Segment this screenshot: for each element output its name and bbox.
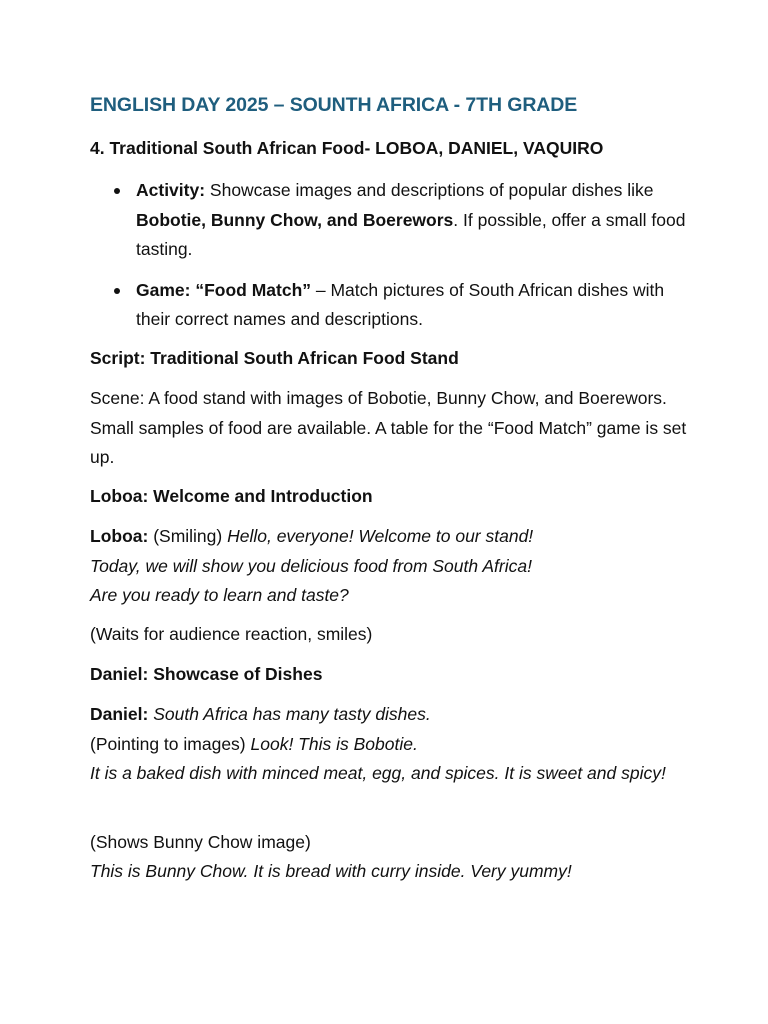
document-title: ENGLISH DAY 2025 – SOUNTH AFRICA - 7TH GRADE: [90, 94, 578, 116]
dialogue-line: Today, we will show you delicious food from South Africa!: [90, 555, 532, 576]
loboa-dialogue: [90, 522, 690, 611]
dialogue-line: Are you ready to learn and taste?: [90, 585, 349, 605]
loboa-stage-direction: (Waits for audience reaction, smiles): [90, 624, 373, 644]
list-item-game: [90, 276, 690, 335]
speaker-name: Daniel:: [90, 704, 149, 724]
dialogue-line: It is a baked dish with minced meat, egg, and spices. It is sweet and spicy!: [90, 763, 666, 783]
dialogue-line: This is Bunny Chow. It is bread with curry inside. Very yummy!: [90, 861, 572, 881]
activity-label: Activity:: [136, 180, 206, 200]
activity-text-end: . If possible, offer a small food tasting.: [136, 209, 686, 259]
dialogue-line: Look! This is Bobotie.: [250, 733, 418, 754]
loboa-heading: Loboa: Welcome and Introduction: [90, 486, 373, 506]
daniel-dialogue: [90, 700, 690, 789]
stage-direction: (Smiling): [148, 526, 228, 546]
bullet-icon: [114, 188, 120, 194]
daniel-heading: Daniel: Showcase of Dishes: [90, 664, 323, 684]
speaker-name: Loboa:: [90, 526, 149, 546]
bullet-icon: [114, 288, 120, 294]
game-label: Game: “Food Match”: [136, 279, 312, 300]
activity-dishes: Bobotie, Bunny Chow, and Boerewors: [136, 209, 454, 230]
section-heading: 4. Traditional South African Food- LOBOA, DANIEL, VAQUIRO: [90, 138, 604, 158]
dialogue-line: Hello, everyone! Welcome to our stand!: [227, 526, 534, 546]
script-heading: Script: Traditional South African Food Stand: [90, 348, 459, 368]
game-text: – Match pictures of South African dishes with their correct names and descriptions.: [136, 279, 665, 329]
list-item-activity: [90, 176, 690, 265]
dialogue-line: South Africa has many tasty dishes.: [148, 704, 431, 724]
scene-description: Scene: A food stand with images of Bobotie, Bunny Chow, and Boerewors. Small samples of food are available. A table for the “Food Match” game is set up.: [90, 388, 687, 467]
activity-text: Showcase images and descriptions of popular dishes like: [205, 180, 654, 200]
activity-list: [90, 176, 690, 346]
daniel-stage-direction: (Shows Bunny Chow image): [90, 832, 311, 852]
stage-direction: (Pointing to images): [90, 733, 251, 754]
